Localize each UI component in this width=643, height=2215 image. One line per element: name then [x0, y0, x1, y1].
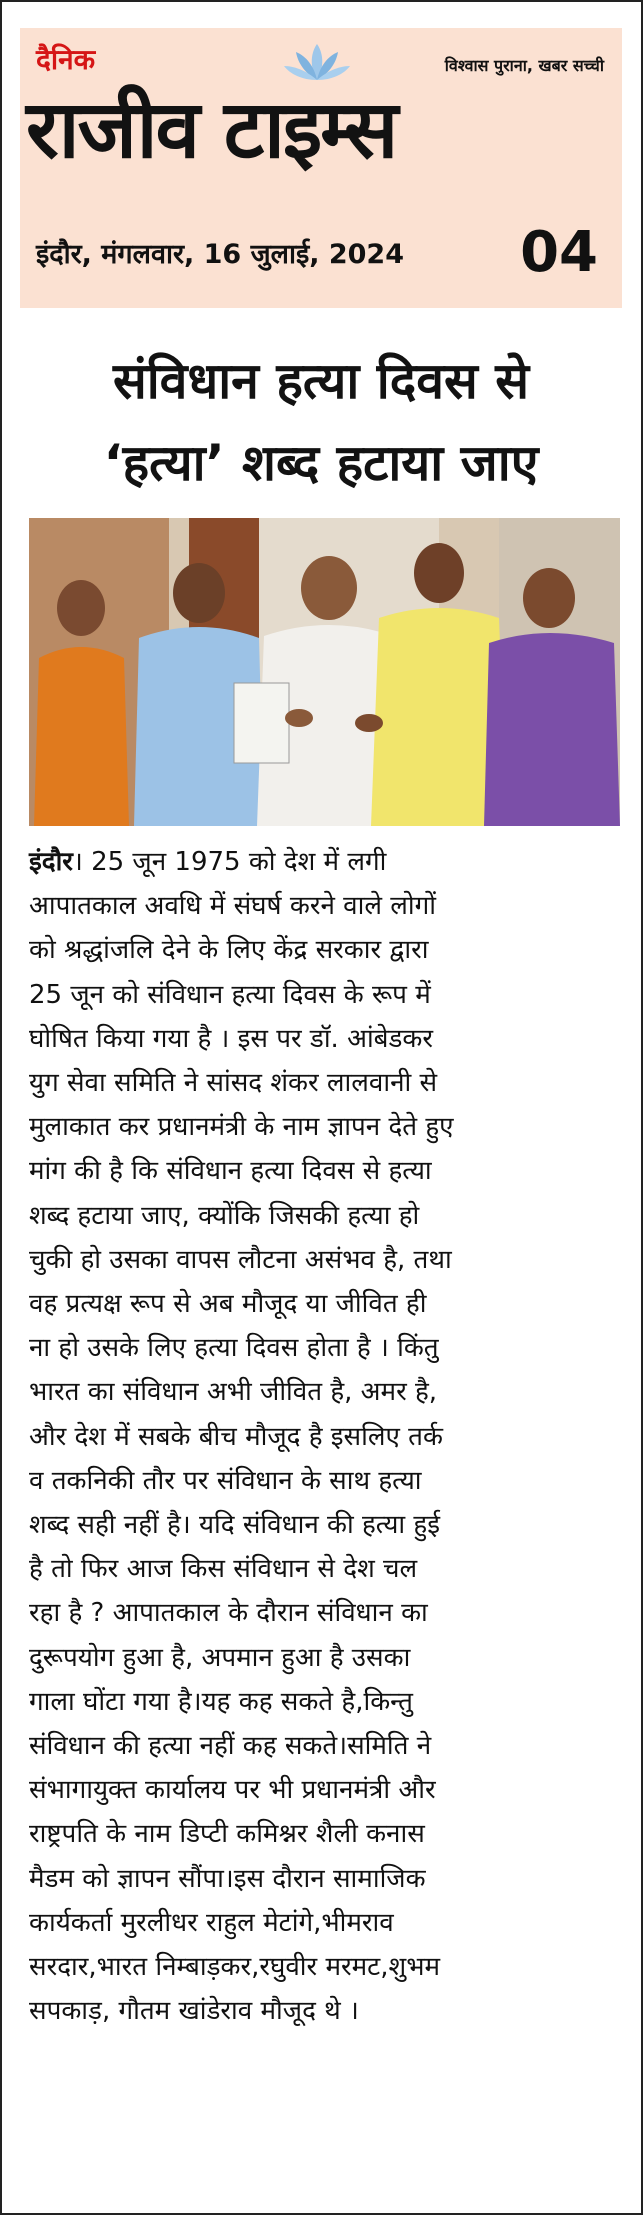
article-line: दुरूपयोग हुआ है, अपमान हुआ है उसका [29, 1642, 411, 1673]
article-line: युग सेवा समिति ने सांसद शंकर लालवानी से [29, 1068, 438, 1099]
article-line: मैडम को ज्ञापन सौंपा।इस दौरान सामाजिक [29, 1863, 426, 1894]
article-line: ना हो उसके लिए हत्या दिवस होता है । किंतु [29, 1333, 439, 1364]
article-line: शब्द हटाया जाए, क्योंकि जिसकी हत्या हो [29, 1200, 420, 1231]
headline-line-2: ‘हत्या’ शब्द हटाया जाए [103, 434, 539, 492]
article-line: मुलाकात कर प्रधानमंत्री के नाम ज्ञापन देते हुए [29, 1112, 454, 1143]
article-line: वह प्रत्यक्ष रूप से अब मौजूद या जीवित ही [29, 1289, 427, 1320]
article-line: रहा है ? आपातकाल के दौरान संविधान का [29, 1598, 428, 1629]
article-line: है तो फिर आज किस संविधान से देश चल [29, 1554, 418, 1585]
article-line: संविधान की हत्या नहीं कह सकते।समिति ने [29, 1731, 432, 1762]
brand-name: राजीव टाइम्स [26, 83, 397, 176]
article-line: व तकनिकी तौर पर संविधान के साथ हत्या [29, 1465, 422, 1496]
article-line: कार्यकर्ता मुरलीधर राहुल मेटांगे,भीमराव [29, 1907, 394, 1938]
article-line: मांग की है कि संविधान हत्या दिवस से हत्या [29, 1156, 432, 1187]
lotus-icon [282, 40, 352, 84]
headline [20, 340, 622, 504]
article-line: आपातकाल अवधि में संघर्ष करने वाले लोगों [29, 891, 436, 922]
article-line: सपकाड़, गौतम खांडेराव मौजूद थे । [29, 1996, 359, 2027]
article-line: शब्द सही नहीं है। यदि संविधान की हत्या हुई [29, 1510, 440, 1541]
article-city: इंदौर [29, 847, 73, 877]
tagline: विश्वास पुराना, खबर सच्ची [444, 56, 604, 75]
brand-small-text: दैनिक [36, 43, 96, 76]
page-number: 04 [520, 220, 598, 285]
article-line: और देश में सबके बीच मौजूद है इसलिए तर्क [29, 1421, 443, 1452]
article-line: को श्रद्धांजलि देने के लिए केंद्र सरकार द्वारा [29, 935, 429, 966]
article-line: घोषित किया गया है । इस पर डॉ. आंबेडकर [29, 1023, 434, 1054]
article-line: भारत का संविधान अभी जीवित है, अमर है, [29, 1377, 438, 1408]
article-line: चुकी हो उसका वापस लौटना असंभव है, तथा [29, 1244, 452, 1275]
article-line: संभागायुक्त कार्यालय पर भी प्रधानमंत्री और [29, 1775, 436, 1806]
article-first-line-rest: । 25 जून 1975 को देश में लगी [72, 847, 387, 877]
article-first-line [29, 840, 627, 884]
headline-line-1: संविधान हत्या दिवस से [112, 352, 530, 410]
article-line: गाला घोंटा गया है।यह कह सकते है,किन्तु [29, 1686, 413, 1717]
news-photo [29, 518, 620, 826]
article-line: राष्ट्रपति के नाम डिप्टी कमिश्नर शैली कनास [29, 1819, 425, 1850]
article-line: 25 जून को संविधान हत्या दिवस के रूप में [29, 979, 431, 1010]
group-photo-illustration [29, 518, 620, 826]
dateline: इंदौर, मंगलवार, 16 जुलाई, 2024 [36, 239, 405, 270]
masthead [20, 28, 622, 308]
article-body [29, 840, 627, 2033]
article-line: सरदार,भारत निम्बाड़कर,रघुवीर मरमट,शुभम [29, 1952, 441, 1983]
